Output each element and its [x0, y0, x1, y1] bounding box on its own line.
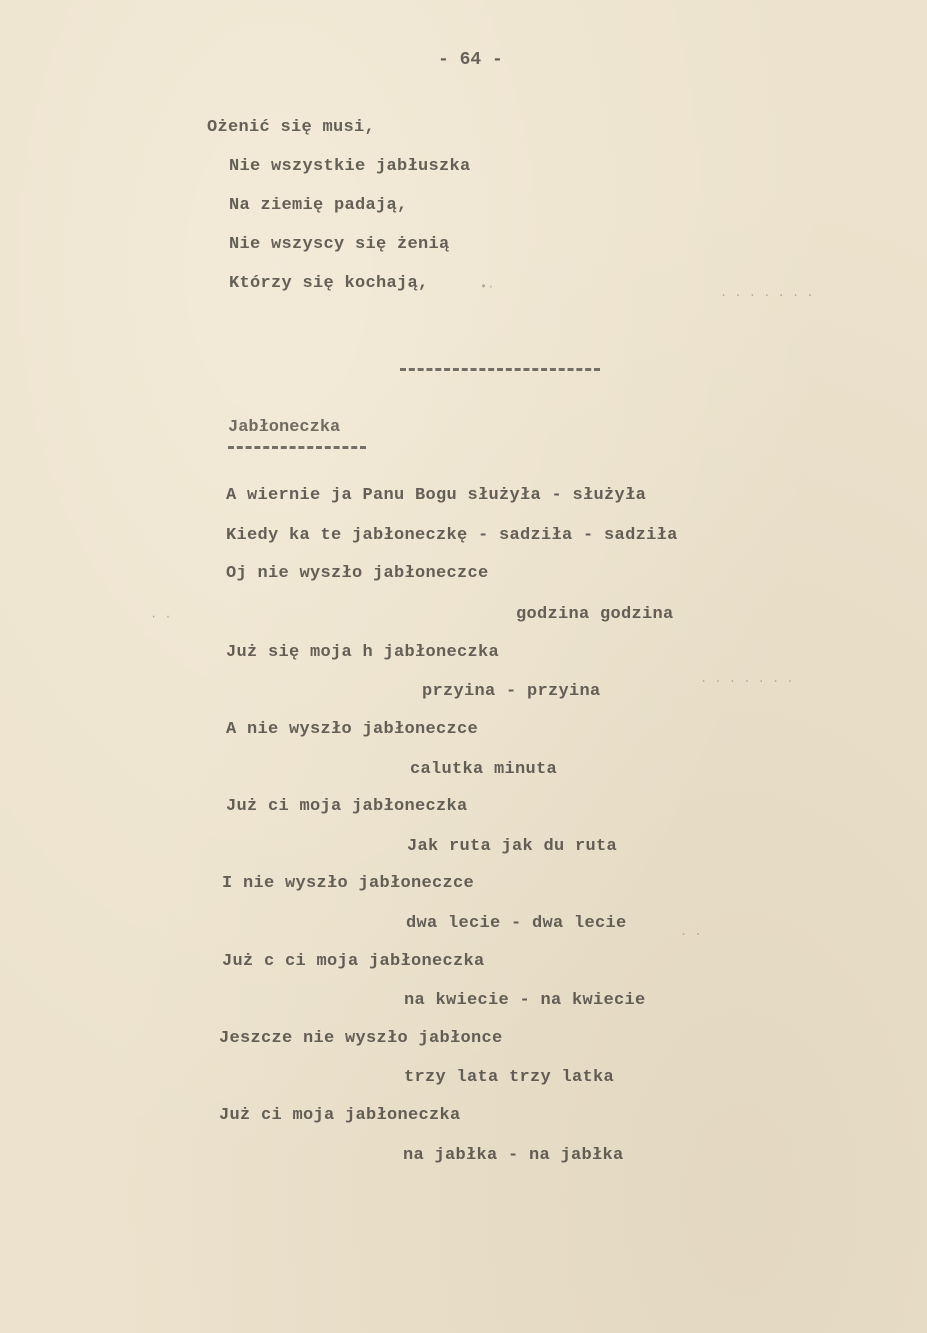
- song-line: Już c ci moja jabłoneczka: [222, 952, 485, 971]
- paper-speck: . .: [680, 925, 702, 939]
- song-line: A nie wyszło jabłoneczce: [226, 720, 479, 739]
- song-line: na jabłka - na jabłka: [403, 1146, 624, 1165]
- song-title: Jabłoneczka: [228, 418, 341, 437]
- page-number: - 64 -: [438, 50, 503, 70]
- song-line: A wiernie ja Panu Bogu służyła - służyła: [226, 486, 647, 505]
- stanza1-line: Ożenić się musi,: [207, 118, 376, 137]
- song-line: na kwiecie - na kwiecie: [404, 991, 646, 1010]
- song-line: godzina godzina: [516, 605, 674, 624]
- stanza1-line: Nie wszystkie jabłuszka: [229, 157, 471, 176]
- song-line: I nie wyszło jabłoneczce: [222, 874, 475, 893]
- paper-speck: · ·: [150, 610, 172, 624]
- paper-speck: . . . . . . .: [720, 286, 814, 300]
- paper-speck: •·: [480, 280, 495, 294]
- song-line: Kiedy ka te jabłoneczkę - sadziła - sadziła: [226, 526, 678, 545]
- stanza1-line: Nie wszyscy się żenią: [229, 235, 450, 254]
- song-line: trzy lata trzy latka: [404, 1068, 615, 1087]
- song-line: Już się moja h jabłoneczka: [226, 643, 500, 662]
- title-underline: [228, 446, 366, 452]
- song-line: Już ci moja jabłoneczka: [219, 1106, 461, 1125]
- song-line: Jeszcze nie wyszło jabłonce: [219, 1029, 503, 1048]
- paper-speck: . . . . . . .: [700, 672, 794, 686]
- stanza1-line: Na ziemię padają,: [229, 196, 408, 215]
- song-line: Jak ruta jak du ruta: [407, 837, 618, 856]
- section-divider: [400, 368, 600, 375]
- song-line: przyina - przyina: [422, 682, 601, 701]
- stanza1-line: Którzy się kochają,: [229, 274, 429, 293]
- song-line: Już ci moja jabłoneczka: [226, 797, 468, 816]
- song-line: Oj nie wyszło jabłoneczce: [226, 564, 489, 583]
- song-line: calutka minuta: [410, 760, 558, 779]
- song-line: dwa lecie - dwa lecie: [406, 914, 627, 933]
